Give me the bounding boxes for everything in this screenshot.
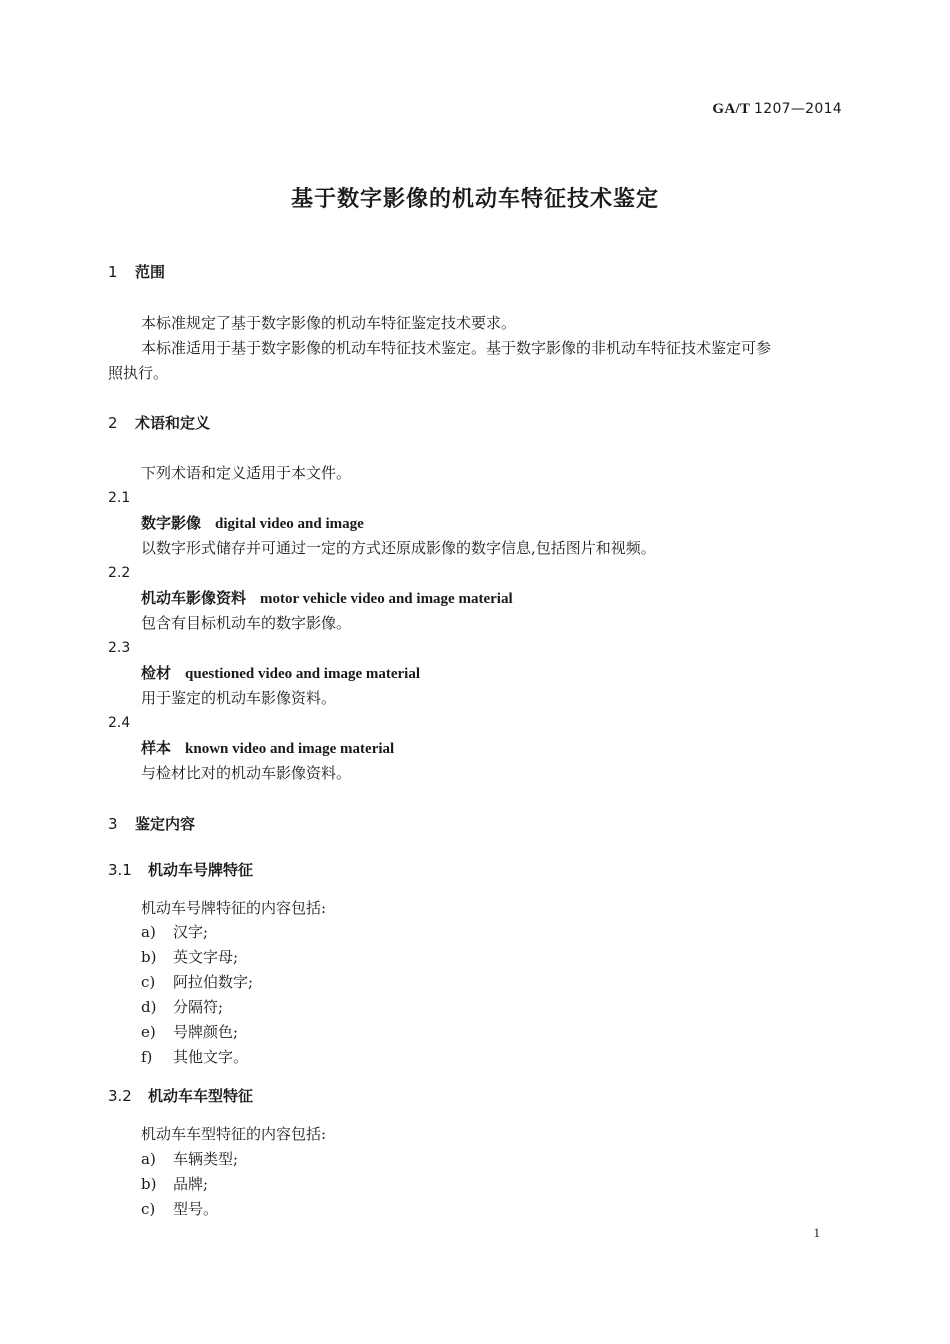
paragraph: 本标准规定了基于数字影像的机动车特征鉴定技术要求。: [141, 314, 517, 332]
list-item: [141, 972, 253, 992]
standard-prefix: GA/T: [712, 101, 750, 117]
list-text: 汉字;: [173, 923, 209, 941]
term-entry: [141, 513, 364, 534]
paragraph: 下列术语和定义适用于本文件。: [141, 464, 352, 482]
term-english: digital video and image: [215, 516, 364, 532]
paragraph: 本标准适用于基于数字影像的机动车特征技术鉴定。基于数字影像的非机动车特征技术鉴定可参: [141, 339, 772, 357]
term-definition: 包含有目标机动车的数字影像。: [141, 614, 352, 632]
term-number: 2.2: [108, 565, 131, 581]
paragraph: 机动车号牌特征的内容包括:: [141, 899, 327, 917]
term-definition: 以数字形式储存并可通过一定的方式还原成影像的数字信息,包括图片和视频。: [141, 539, 656, 557]
list-label: b): [141, 1175, 157, 1193]
term-english: known video and image material: [185, 741, 395, 757]
section-title: 鉴定内容: [135, 815, 196, 833]
term-number: 2.1: [108, 490, 131, 506]
list-item: [141, 1174, 208, 1194]
term-number: 2.3: [108, 640, 131, 656]
section-1-heading: [108, 262, 165, 282]
section-3-heading: [108, 814, 195, 834]
subsection-title: 机动车号牌特征: [148, 861, 254, 879]
term-chinese: 样本: [141, 739, 172, 757]
term-entry: [141, 663, 420, 684]
list-label: d): [141, 998, 157, 1016]
section-number: 3: [108, 815, 118, 833]
term-entry: [141, 738, 394, 759]
list-label: a): [141, 923, 156, 941]
list-item: [141, 1022, 238, 1042]
page-number: 1: [813, 1225, 820, 1240]
list-text: 品牌;: [173, 1175, 209, 1193]
paragraph: 机动车车型特征的内容包括:: [141, 1125, 327, 1143]
subsection-3-1-heading: [108, 860, 253, 880]
standard-code: [712, 101, 842, 118]
list-item: [141, 1149, 238, 1169]
list-text: 型号。: [173, 1200, 219, 1218]
document-title: 基于数字影像的机动车特征技术鉴定: [290, 187, 659, 212]
list-label: f): [141, 1048, 153, 1066]
list-item: [141, 947, 238, 967]
list-item: [141, 1047, 248, 1067]
subsection-number: 3.2: [108, 1087, 132, 1105]
section-number: 2: [108, 414, 118, 432]
list-text: 阿拉伯数字;: [173, 973, 254, 991]
list-text: 英文字母;: [173, 948, 239, 966]
term-english: motor vehicle video and image material: [260, 591, 513, 607]
term-chinese: 数字影像: [141, 514, 202, 532]
list-label: c): [141, 973, 156, 991]
paragraph: 照执行。: [108, 364, 169, 382]
term-entry: [141, 588, 513, 609]
term-chinese: 检材: [141, 664, 172, 682]
list-text: 其他文字。: [173, 1048, 249, 1066]
section-2-heading: [108, 413, 210, 433]
subsection-title: 机动车车型特征: [148, 1087, 254, 1105]
list-text: 号牌颜色;: [173, 1023, 239, 1041]
list-item: [141, 922, 208, 942]
section-number: 1: [108, 263, 118, 281]
list-label: a): [141, 1150, 156, 1168]
standard-number: 1207—2014: [754, 101, 842, 117]
subsection-3-2-heading: [108, 1086, 253, 1106]
list-label: c): [141, 1200, 156, 1218]
term-definition: 与检材比对的机动车影像资料。: [141, 764, 352, 782]
subsection-number: 3.1: [108, 861, 132, 879]
term-chinese: 机动车影像资料: [141, 589, 247, 607]
list-label: e): [141, 1023, 156, 1041]
section-title: 范围: [135, 263, 166, 281]
list-text: 车辆类型;: [173, 1150, 239, 1168]
term-number: 2.4: [108, 715, 131, 731]
list-item: [141, 997, 223, 1017]
list-item: [141, 1199, 218, 1219]
term-english: questioned video and image material: [185, 666, 421, 682]
section-title: 术语和定义: [135, 414, 211, 432]
list-text: 分隔符;: [173, 998, 224, 1016]
term-definition: 用于鉴定的机动车影像资料。: [141, 689, 337, 707]
list-label: b): [141, 948, 157, 966]
